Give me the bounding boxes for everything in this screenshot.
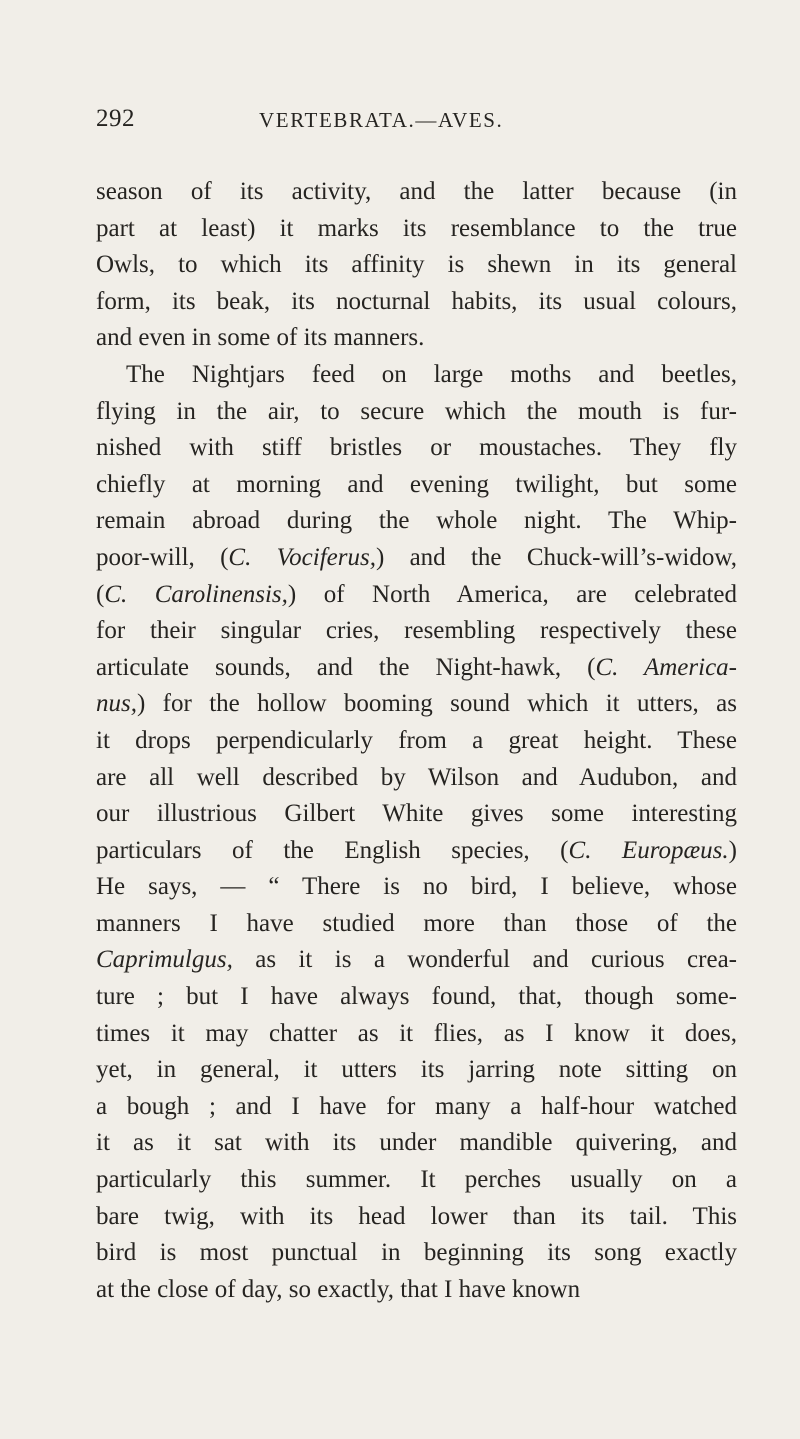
italic-text: C. America- bbox=[595, 653, 737, 681]
text-run: particularly this summer. It perches usually on a bbox=[96, 1166, 737, 1194]
text-run: form, its beak, its nocturnal habits, its usual colours, bbox=[96, 287, 737, 315]
text-line bbox=[96, 650, 737, 687]
text-run: ) and the Chuck-will’s-widow, bbox=[375, 543, 737, 571]
text-line bbox=[96, 613, 737, 650]
text-run: ) bbox=[728, 836, 737, 864]
text-line bbox=[96, 833, 737, 870]
text-run: are all well described by Wilson and Audubon, and bbox=[96, 763, 737, 791]
text-run: ) for the hollow booming sound which it utters, as bbox=[136, 690, 737, 718]
text-run: it drops perpendicularly from a great height. These bbox=[96, 726, 737, 754]
text-run: for their singular cries, resembling respectively these bbox=[96, 617, 737, 645]
text-line bbox=[96, 1052, 737, 1089]
text-line bbox=[96, 1235, 737, 1272]
text-run: manners I have studied more than those of the bbox=[96, 909, 737, 937]
text-line bbox=[96, 1272, 737, 1309]
page-header bbox=[96, 105, 700, 141]
text-run: a bough ; and I have for many a half-hour watched bbox=[96, 1092, 737, 1120]
text-run: it as it sat with its under mandible quivering, and bbox=[96, 1129, 737, 1157]
text-line bbox=[96, 503, 737, 540]
text-line bbox=[96, 760, 737, 797]
text-line bbox=[96, 1089, 737, 1126]
text-run: yet, in general, it utters its jarring note sitting on bbox=[96, 1056, 737, 1084]
text-line bbox=[96, 320, 737, 357]
text-run: flying in the air, to secure which the mouth is fur- bbox=[96, 397, 737, 425]
text-run: times it may chatter as it flies, as I know it does, bbox=[96, 1019, 737, 1047]
text-run: ( bbox=[96, 580, 105, 608]
text-line bbox=[96, 686, 737, 723]
text-line bbox=[96, 174, 737, 211]
text-run: part at least) it marks its resemblance to the true bbox=[96, 214, 737, 242]
text-line bbox=[96, 1016, 737, 1053]
text-run: He says, — “ There is no bird, I believe, whose bbox=[96, 873, 737, 901]
text-line bbox=[96, 467, 737, 504]
text-run: bird is most punctual in beginning its song exactly bbox=[96, 1239, 737, 1267]
text-run: remain abroad during the whole night. The Whip- bbox=[96, 507, 737, 535]
text-line bbox=[96, 211, 737, 248]
text-line bbox=[96, 394, 737, 431]
text-line bbox=[96, 284, 737, 321]
text-run: and even in some of its manners. bbox=[96, 324, 425, 352]
text-run: our illustrious Gilbert White gives some interesting bbox=[96, 800, 737, 828]
italic-text: C. Carolinensis, bbox=[104, 580, 288, 608]
text-line bbox=[96, 942, 737, 979]
text-line bbox=[96, 357, 737, 394]
italic-text: C. Europæus. bbox=[568, 836, 729, 864]
text-run: poor-will, ( bbox=[96, 543, 229, 571]
text-run: The Nightjars feed on large moths and beetles, bbox=[126, 360, 737, 388]
text-line bbox=[96, 577, 737, 614]
text-run: articulate sounds, and the Night-hawk, ( bbox=[96, 653, 596, 681]
text-run: Owls, to which its affinity is shewn in its general bbox=[96, 251, 737, 279]
text-line bbox=[96, 979, 737, 1016]
text-line bbox=[96, 869, 737, 906]
text-run: nished with stiff bristles or moustaches. They fly bbox=[96, 434, 737, 462]
text-line bbox=[96, 723, 737, 760]
text-run: as it is a wonderful and curious crea- bbox=[232, 946, 737, 974]
text-line bbox=[96, 1125, 737, 1162]
text-line bbox=[96, 540, 737, 577]
italic-text: C. Vociferus, bbox=[228, 543, 376, 571]
page-number: 292 bbox=[96, 105, 135, 132]
italic-text: nus, bbox=[96, 690, 137, 718]
text-run: ture ; but I have always found, that, though some- bbox=[96, 983, 737, 1011]
text-run: ) of North America, are celebrated bbox=[287, 580, 737, 608]
text-run: bare twig, with its head lower than its tail. This bbox=[96, 1202, 737, 1230]
italic-text: Caprimulgus, bbox=[96, 946, 233, 974]
text-run: at the close of day, so exactly, that I have known bbox=[96, 1275, 581, 1303]
text-line bbox=[96, 796, 737, 833]
running-head: VERTEBRATA.—AVES. bbox=[259, 108, 504, 132]
text-line bbox=[96, 1199, 737, 1236]
text-line bbox=[96, 906, 737, 943]
text-run: season of its activity, and the latter because (in bbox=[96, 178, 737, 205]
text-line bbox=[96, 430, 737, 467]
text-run: chiefly at morning and evening twilight, but some bbox=[96, 470, 737, 498]
text-line bbox=[96, 247, 737, 284]
text-line bbox=[96, 1162, 737, 1199]
body-text bbox=[96, 174, 737, 1308]
text-run: particulars of the English species, ( bbox=[96, 836, 569, 864]
